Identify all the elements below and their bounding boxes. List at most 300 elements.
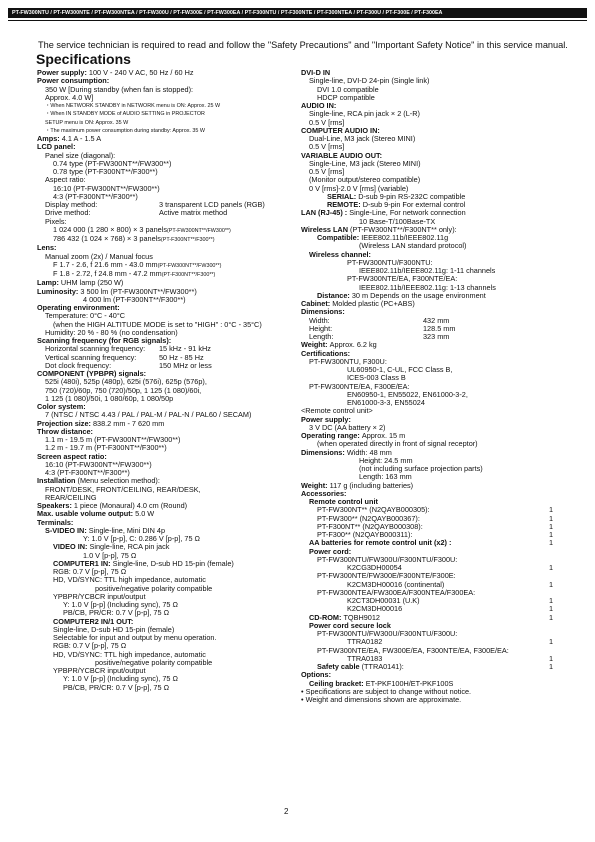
spec-label: DVI-D IN: [301, 69, 331, 77]
spec-value: 350 W [During standby (when fan is stopped):: [45, 85, 194, 94]
spec-label: Screen aspect ratio:: [37, 452, 107, 461]
spec-line: [301, 341, 563, 349]
spec-label: Cabinet:: [301, 300, 333, 308]
spec-line: [37, 362, 287, 370]
spec-line: [37, 510, 287, 518]
spec-line: [301, 490, 563, 498]
header-divider: [8, 20, 587, 21]
accessory-item: [317, 531, 412, 539]
accessory-part: TTRA0182: [347, 638, 383, 647]
spec-value: Dual-Line, M3 jack (Stereo MINI): [309, 135, 416, 143]
accessory-part: TTRA0183: [347, 654, 383, 663]
spec-value: HDCP compatible: [317, 93, 375, 102]
spec-value: YPBPR/YCBCR input/output: [53, 667, 146, 675]
spec-line: [301, 440, 563, 448]
spec-line: [37, 585, 287, 593]
spec-line: [37, 94, 287, 102]
accessory-item: [347, 581, 444, 589]
spec-value: 15 kHz - 91 kHz: [159, 345, 211, 354]
spec-line: [301, 597, 563, 605]
spec-line: [301, 498, 563, 506]
spec-value: ICES-003 Class B: [347, 374, 406, 383]
spec-value: positive/negative polarity compatible: [95, 658, 213, 667]
spec-line: [37, 642, 287, 650]
spec-line: [37, 304, 287, 312]
accessory-quantity: 1: [548, 506, 553, 515]
spec-line: [301, 119, 563, 127]
spec-line: [301, 696, 563, 704]
spec-line: [37, 684, 287, 692]
spec-label: Remote control unit: [309, 498, 378, 506]
accessory-item: [347, 564, 402, 572]
spec-line: [37, 535, 287, 543]
spec-value: Active matrix method: [159, 209, 228, 218]
spec-line: [301, 358, 563, 366]
spec-line: [37, 659, 287, 667]
spec-value: Humidity: 20 % - 80 % (no condensation): [45, 328, 178, 337]
spec-line: [301, 663, 563, 671]
spec-line: [37, 411, 287, 419]
spec-value: Single-line, RCA pin jack × 2 (L-R): [309, 110, 420, 119]
spec-value: 0.5 V [rms]: [309, 118, 345, 127]
spec-value: IEEE802.11b/IEEE802.11g: 1-11 channels: [359, 267, 496, 275]
specs-column-right: [301, 69, 563, 704]
spec-line: [301, 482, 563, 490]
spec-label: COMPUTER1 IN:: [53, 559, 113, 568]
spec-value: Y: 1.0 V [p-p] (Including sync), 75 Ω: [63, 675, 178, 684]
spec-value: Single-line, Mini DIN 4p: [88, 526, 166, 535]
spec-line: [301, 416, 563, 424]
spec-value: PB/CB, PR/CR: 0.7 V [p-p], 75 Ω: [63, 683, 170, 692]
spec-line: [37, 543, 287, 551]
spec-value: 16:10 (PT-FW300NT**/FW300**): [45, 460, 152, 469]
spec-value: 4:3 (PT-F300NT**/F300**): [53, 192, 138, 201]
spec-label: Wireless LAN: [301, 225, 351, 234]
spec-line: [37, 675, 287, 683]
spec-line: [37, 176, 287, 184]
spec-line: [301, 506, 563, 514]
spec-value: (Monitor output/stereo compatible): [309, 176, 421, 185]
accessory-quantity: 1: [548, 613, 553, 622]
spec-value: 50 Hz - 85 Hz: [159, 353, 204, 362]
specs-column-left: [37, 69, 287, 692]
spec-line: [301, 638, 563, 646]
accessory-quantity: 1: [548, 597, 553, 605]
spec-line: [301, 226, 563, 234]
spec-line: [37, 618, 287, 626]
spec-label: Weight:: [301, 481, 330, 490]
spec-value: Molded plastic (PC+ABS): [332, 300, 415, 308]
spec-key: Height:: [309, 324, 333, 333]
spec-line: [301, 556, 563, 564]
spec-label: Terminals:: [37, 518, 74, 527]
accessory-part: (TTRA0141):: [361, 663, 404, 671]
accessory-item: [347, 605, 402, 613]
spec-label: Certifications:: [301, 349, 351, 358]
accessory-part: TQBH9012: [343, 613, 380, 622]
spec-label: SERIAL:: [327, 192, 359, 201]
spec-label: Projection size:: [37, 419, 93, 428]
accessory-part: PT-FW300NT** (N2QAYB000305):: [317, 506, 430, 515]
spec-value: Single-Line, For network connection: [349, 209, 466, 218]
spec-value: 4:3 (PT-F300NT**/F300**): [45, 469, 130, 477]
spec-value: 16:10 (PT-FW300NT**/FW300**): [53, 184, 160, 193]
spec-label: Amps:: [37, 135, 62, 143]
spec-line: [301, 209, 563, 217]
spec-label: REMOTE:: [327, 201, 363, 209]
accessory-quantity: 1: [548, 663, 553, 671]
accessory-item: [309, 614, 380, 622]
spec-label: VARIABLE AUDIO OUT:: [301, 151, 383, 160]
accessory-part: K2CG3DH00054: [347, 564, 402, 572]
spec-value: 30 m Depends on the usage environment: [351, 291, 486, 300]
spec-value: F 1.7 - 2.6, f 21.6 mm - 43.0 mm: [53, 260, 158, 269]
spec-key: Drive method:: [45, 209, 91, 218]
spec-line: [301, 523, 563, 531]
spec-value: 323 mm: [423, 333, 450, 341]
spec-value: 0.78 type (PT-F300NT**/F300**): [53, 168, 158, 176]
spec-value: 100 V - 240 V AC, 50 Hz / 60 Hz: [88, 69, 194, 77]
spec-label: Lens:: [37, 244, 57, 253]
spec-line: [301, 539, 563, 547]
spec-label: Color system:: [37, 403, 86, 411]
spec-value: 150 MHz or less: [159, 361, 212, 370]
spec-line: [301, 449, 563, 457]
spec-line: [301, 647, 563, 655]
spec-value: 525i (480i), 525p (480p), 625i (576i), 625p (576p),: [45, 378, 207, 387]
spec-line: [37, 568, 287, 576]
spec-line: [301, 94, 563, 102]
spec-line: [301, 143, 563, 151]
spec-line: [37, 296, 287, 304]
spec-value: ・The maximum power consumption during standby: Approx. 35 W: [45, 127, 205, 134]
spec-value: 0.5 V [rms]: [309, 168, 345, 176]
accessory-item: [317, 515, 420, 523]
spec-line: [301, 242, 563, 250]
spec-value: Pixels:: [45, 217, 67, 226]
spec-label: Wireless channel:: [309, 250, 371, 259]
spec-line: [301, 333, 563, 341]
spec-line: [301, 201, 563, 209]
spec-value: D-sub 9-pin For external control: [362, 201, 466, 209]
accessory-label: Safety cable: [317, 663, 362, 671]
spec-line: [301, 292, 563, 300]
spec-label: Ceiling bracket:: [309, 679, 366, 688]
spec-line: [37, 560, 287, 568]
spec-label: Power supply:: [37, 69, 89, 77]
spec-line: [301, 572, 563, 580]
accessory-quantity: 1: [548, 605, 553, 614]
spec-value: IEEE802.11b/IEEE802.11g: 1-13 channels: [359, 283, 496, 292]
spec-value: (when the HIGH ALTITUDE MODE is set to "HIGH" : 0°C - 35°C): [53, 320, 262, 329]
spec-label: AUDIO IN:: [301, 102, 337, 110]
spec-line: [37, 127, 287, 135]
spec-label: Power cord:: [309, 547, 352, 556]
spec-line: [37, 527, 287, 535]
spec-value: DVI 1.0 compatible: [317, 85, 379, 94]
spec-label: Max. usable volume output:: [37, 510, 136, 519]
accessory-item: [309, 539, 451, 547]
spec-line: [301, 605, 563, 613]
spec-label: Accessories:: [301, 489, 347, 498]
spec-line: [301, 391, 563, 399]
spec-line: [301, 168, 563, 176]
spec-line: [301, 630, 563, 638]
spec-line: [37, 102, 287, 110]
spec-label: Power consumption:: [37, 77, 110, 86]
accessory-quantity: 1: [548, 514, 553, 523]
spec-key: Horizontal scanning frequency:: [45, 345, 146, 354]
spec-label: Operating range:: [301, 432, 362, 440]
spec-value: 1 024 000 (1 280 × 800) × 3 panels: [53, 225, 168, 234]
spec-value: ・When NETWORK STANDBY in NETWORK menu is ON: Approx. 25 W: [45, 103, 221, 109]
spec-line: [37, 403, 287, 411]
spec-line: [301, 300, 563, 308]
spec-line: [301, 671, 563, 679]
spec-line: [301, 407, 563, 415]
spec-label: LAN (RJ-45) :: [301, 209, 350, 218]
spec-model-note: (PT-FW300NT**/FW300**): [167, 227, 231, 234]
spec-value: EN61000-3-3, EN55024: [347, 399, 425, 407]
spec-line: [301, 102, 563, 110]
accessory-part: PT-F300** (N2QAYB000311):: [317, 531, 413, 539]
spec-value: positive/negative polarity compatible: [95, 584, 213, 593]
spec-line: [37, 428, 287, 436]
spec-value: Approx. 15 m: [361, 432, 406, 440]
spec-label: COMPONENT (YPBPR) signals:: [37, 370, 147, 378]
spec-line: [301, 383, 563, 391]
spec-value: Y: 1.0 V [p-p] (Including sync), 75 Ω: [63, 601, 178, 609]
spec-value: Single-line, D-sub HD 15-pin (female): [112, 559, 234, 568]
spec-line: [37, 329, 287, 337]
spec-line: [37, 502, 287, 510]
spec-value: IEEE802.11b/IEEE802.11g: [361, 234, 449, 242]
spec-value: 432 mm: [423, 316, 450, 325]
spec-line: [37, 494, 287, 502]
spec-line: [301, 86, 563, 94]
spec-line: [37, 370, 287, 378]
spec-value: 128.5 mm: [423, 324, 456, 333]
spec-value: SETUP menu is ON: Approx. 35 W: [45, 119, 129, 126]
spec-value: PT-FW300NTE/EA, F300E/EA:: [309, 382, 410, 391]
spec-model-note: (PT-F300NT**/F300**): [161, 272, 216, 278]
spec-line: [301, 308, 563, 316]
spec-line: [37, 86, 287, 94]
spec-value: 750 (720)/60p, 750 (720)/50p, 1 125 (1 080)/60i,: [45, 386, 202, 395]
spec-line: [37, 193, 287, 201]
spec-value: 1.0 V [p-p], 75 Ω: [83, 551, 137, 560]
spec-line: [301, 259, 563, 267]
spec-line: [37, 453, 287, 461]
spec-value: Width: 48 mm: [346, 448, 392, 457]
spec-line: [37, 634, 287, 642]
spec-line: [37, 337, 287, 345]
spec-line: [301, 366, 563, 374]
spec-value: 786 432 (1 024 × 768) × 3 panels: [53, 235, 161, 243]
spec-value: PT-FW300NTU/F300NTU:: [347, 258, 433, 267]
spec-value: Aspect ratio:: [45, 176, 86, 185]
spec-value: YPBPR/YCBCR input/output: [53, 592, 146, 601]
spec-line: [37, 261, 287, 270]
spec-line: [37, 477, 287, 485]
spec-value: ET-PKF100H/ET-PKF100S: [365, 679, 454, 688]
spec-value: PT-FW300NTE/FW300E/F300NTE/F300E:: [317, 572, 456, 581]
spec-value: 1.2 m - 19.7 m (PT-F300NT**/F300**): [45, 444, 167, 453]
spec-line: [301, 267, 563, 275]
spec-line: [301, 110, 563, 118]
accessory-quantity: 1: [548, 531, 553, 539]
spec-line: [37, 143, 287, 151]
spec-key: Display method:: [45, 201, 98, 209]
spec-line: [301, 127, 563, 135]
spec-line: [301, 688, 563, 696]
spec-label: Throw distance:: [37, 427, 93, 436]
spec-line: [37, 226, 287, 235]
spec-value: <Remote control unit>: [301, 407, 373, 416]
spec-value: 0.74 type (PT-FW300NT**/FW300**): [53, 159, 172, 168]
spec-line: [301, 589, 563, 597]
spec-line: [37, 235, 287, 244]
spec-line: [37, 395, 287, 403]
spec-label: COMPUTER2 IN/1 OUT:: [53, 617, 134, 626]
spec-line: [301, 176, 563, 184]
spec-key: Length:: [309, 333, 334, 341]
spec-line: [37, 378, 287, 386]
spec-label: Luminosity:: [37, 287, 81, 296]
accessory-part: K2CM3DH00016: [347, 605, 403, 614]
spec-value: Length: 163 mm: [359, 473, 412, 482]
accessory-part: PT-F300NT** (N2QAYB000308):: [317, 522, 423, 531]
spec-line: [301, 457, 563, 465]
spec-line: [37, 270, 287, 279]
spec-value: Single-line, RCA pin jack: [89, 543, 170, 552]
spec-line: [301, 374, 563, 382]
spec-value: F 1.8 - 2.72, f 24.8 mm - 47.2 mm: [53, 270, 162, 278]
spec-line: [37, 354, 287, 362]
service-notice: The service technician is required to read and follow the "Safety Precautions" and "Important Safety Notice" in this service manual.: [38, 40, 568, 50]
spec-value: RGB: 0.7 V [p-p], 75 Ω: [53, 642, 127, 651]
spec-line: [37, 77, 287, 85]
spec-value: Approx. 6.2 kg: [329, 341, 377, 350]
spec-line: [37, 253, 287, 261]
spec-value: 3 transparent LCD panels (RGB): [159, 201, 265, 209]
spec-line: [301, 680, 563, 688]
spec-label: Lamp:: [37, 279, 61, 288]
spec-line: [37, 486, 287, 494]
spec-line: [37, 288, 287, 296]
spec-key: Dot clock frequency:: [45, 361, 112, 370]
spec-label: Power supply:: [301, 415, 351, 424]
spec-model-note: (PT-FW300NT**/FW300**): [157, 262, 222, 269]
accessory-part: PT-FW300** (N2QAYB000367):: [317, 514, 420, 523]
spec-line: [37, 160, 287, 168]
spec-label: Operating environment:: [37, 304, 120, 312]
spec-label: Options:: [301, 671, 331, 680]
spec-line: [37, 345, 287, 353]
accessory-quantity: 1: [548, 522, 553, 531]
spec-line: [301, 465, 563, 473]
spec-key: Width:: [309, 316, 330, 325]
spec-line: [37, 444, 287, 452]
spec-line: [37, 576, 287, 584]
spec-line: [301, 251, 563, 259]
spec-value: 7 (NTSC / NTSC 4.43 / PAL / PAL-M / PAL-N / PAL60 / SECAM): [45, 411, 252, 420]
spec-line: [37, 279, 287, 287]
spec-line: [301, 185, 563, 193]
spec-value: UL60950-1, C-UL, FCC Class B,: [347, 366, 453, 374]
spec-value: (not including surface projection parts): [359, 465, 483, 473]
spec-line: [301, 564, 563, 572]
accessory-part: K2CT3DH00031 (U.K): [347, 597, 420, 605]
page-title: Specifications: [36, 51, 131, 67]
spec-line: [301, 548, 563, 556]
spec-value: 5.0 W: [135, 510, 155, 519]
spec-line: [37, 667, 287, 675]
spec-line: [37, 218, 287, 226]
spec-line: [37, 321, 287, 329]
spec-value: HD, VD/SYNC: TTL high impedance, automatic: [53, 576, 206, 585]
spec-value: 4 000 lm (PT-F300NT**/F300**): [83, 295, 186, 304]
spec-value: PT-FW300NTEA/FW300EA/F300NTEA/F300EA:: [317, 588, 476, 597]
page-number: 2: [284, 807, 289, 816]
spec-line: [37, 69, 287, 77]
spec-line: [37, 436, 287, 444]
spec-value: PT-FW300NTU/FW300U/F300NTU/F300U:: [317, 630, 458, 638]
spec-line: [37, 387, 287, 395]
spec-line: [301, 317, 563, 325]
spec-line: [301, 531, 563, 539]
spec-value: Single-Line, M3 jack (Stereo MINI): [309, 159, 421, 168]
accessory-quantity: 1: [548, 580, 553, 589]
spec-line: [301, 350, 563, 358]
spec-value: • Weight and dimensions shown are approximate.: [301, 696, 462, 704]
spec-label: Distance:: [317, 291, 352, 300]
spec-line: [301, 655, 563, 663]
spec-value: D-sub 9-pin RS-232C compatible: [358, 192, 466, 201]
spec-value: 1.1 m - 19.5 m (PT-FW300NT**/FW300**): [45, 436, 181, 444]
spec-value: Selectable for input and output by menu operation.: [53, 634, 217, 642]
accessory-quantity: 1: [548, 654, 553, 663]
spec-line: [37, 185, 287, 193]
accessory-part: K2CM3DH00016 (continental): [347, 580, 445, 589]
spec-value: UHM lamp (250 W): [60, 279, 124, 288]
spec-line: [301, 160, 563, 168]
spec-value: (when operated directly in front of signal receptor): [317, 440, 478, 449]
spec-value: RGB: 0.7 V [p-p], 75 Ω: [53, 568, 127, 576]
spec-line: [37, 209, 287, 217]
accessory-item: [317, 506, 430, 514]
spec-line: [301, 77, 563, 85]
spec-value: (PT-FW300NT**/F300NT** only):: [350, 225, 457, 234]
spec-line: [301, 581, 563, 589]
spec-value: 838.2 mm - 7 620 mm: [92, 419, 165, 428]
spec-line: [301, 473, 563, 481]
spec-model-note: (PT-F300NT**/F300**): [160, 237, 215, 243]
spec-value: 0 V [rms]-2.0 V [rms] (variable): [309, 184, 409, 193]
accessory-item: [317, 523, 423, 531]
spec-line: [37, 519, 287, 527]
accessory-label: CD-ROM:: [309, 613, 344, 622]
spec-line: [301, 69, 563, 77]
spec-line: [37, 469, 287, 477]
spec-value: EN60950-1, EN55022, EN61000-3-2,: [347, 390, 468, 399]
spec-line: [37, 201, 287, 209]
spec-line: [37, 552, 287, 560]
spec-value: 0.5 V [rms]: [309, 143, 345, 152]
spec-line: [301, 218, 563, 226]
spec-label: LCD panel:: [37, 143, 76, 152]
spec-value: Y: 1.0 V [p-p], C: 0.286 V [p-p], 75 Ω: [83, 535, 200, 543]
